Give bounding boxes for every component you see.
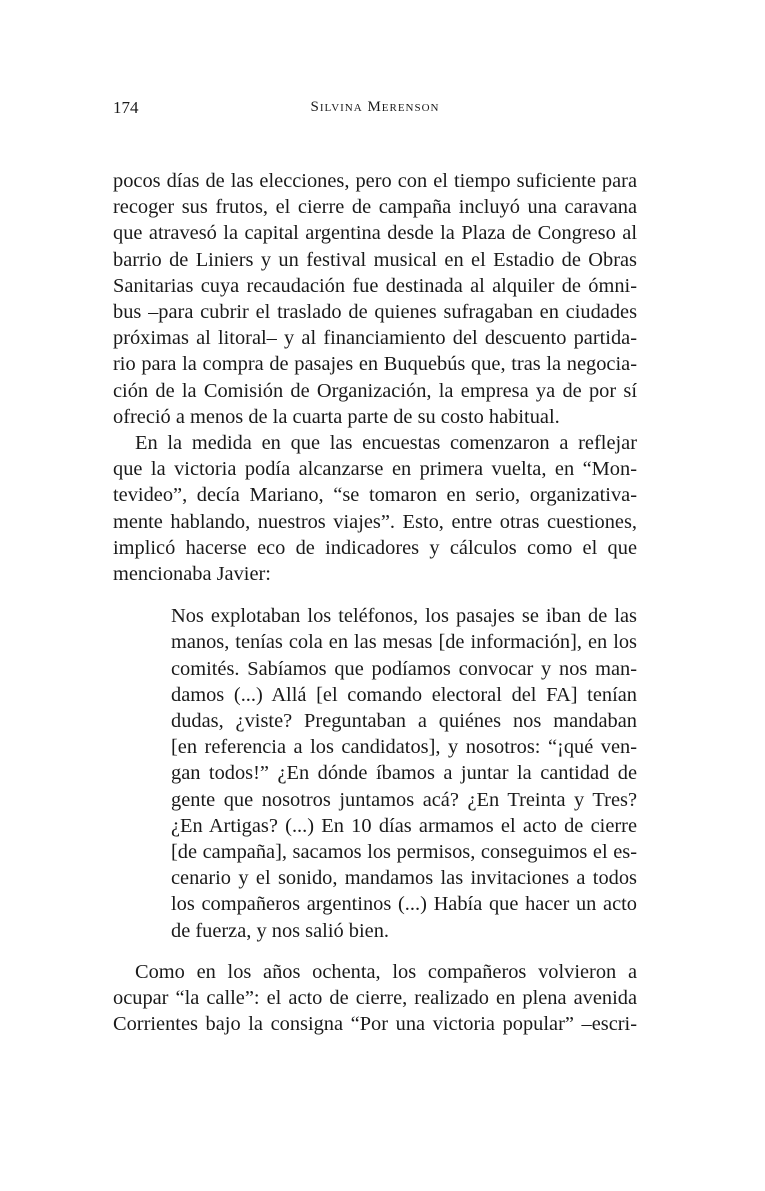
block-quote <box>171 603 637 944</box>
paragraph-1 <box>113 168 637 430</box>
text-line: ción de la Comisión de Organización, la empresa ya de por sí <box>113 379 637 402</box>
text-line: bus –para cubrir el traslado de quienes sufragaban en ciudades <box>113 301 637 324</box>
quote-line: gan todos!” ¿En dónde íbamos a juntar la cantidad de <box>171 762 637 785</box>
quote-line: los compañeros argentinos (...) Había que hacer un acto <box>171 893 637 916</box>
quote-line: damos (...) Allá [el comando electoral del FA] tenían <box>171 683 637 706</box>
body-text <box>113 168 637 1038</box>
text-line: mente hablando, nuestros viajes”. Esto, entre otras cuestiones, <box>113 510 637 533</box>
quote-line: [de campaña], sacamos los permisos, conseguimos el es- <box>171 841 637 864</box>
text-line: pocos días de las elecciones, pero con el tiempo suficiente para <box>113 170 637 192</box>
running-head <box>113 98 637 122</box>
quote-line: Nos explotaban los teléfonos, los pasajes se iban de las <box>171 605 637 628</box>
text-line: ofreció a menos de la cuarta parte de su costo habitual. <box>113 405 560 428</box>
text-line: Sanitarias cuya recaudación fue destinada al alquiler de ómni- <box>113 274 637 297</box>
page-number: 174 <box>113 98 139 117</box>
quote-line: de fuerza, y nos salió bien. <box>171 919 389 942</box>
text-line: Como en los años ochenta, los compañeros volvieron a <box>135 960 637 983</box>
text-line: que atravesó la capital argentina desde la Plaza de Congreso al <box>113 222 637 245</box>
quote-line: manos, tenías cola en las mesas [de información], en los <box>171 631 637 654</box>
running-title: Silvina Merenson <box>310 99 440 115</box>
text-line: En la medida en que las encuestas comenzaron a reflejar <box>135 432 637 455</box>
text-line: próximas al litoral– y al financiamiento del descuento partida- <box>113 327 637 350</box>
text-line: barrio de Liniers y un festival musical en el Estadio de Obras <box>113 248 637 271</box>
text-line: rio para la compra de pasajes en Buquebús que, tras la negocia- <box>113 353 637 376</box>
text-line: Corrientes bajo la consigna “Por una victoria popular” –escri- <box>113 1013 637 1036</box>
paragraph-3 <box>113 959 637 1038</box>
quote-line: comités. Sabíamos que podíamos convocar y nos man- <box>171 657 637 680</box>
text-line: que la victoria podía alcanzarse en primera vuelta, en “Mon- <box>113 458 637 481</box>
quote-line: dudas, ¿viste? Preguntaban a quiénes nos mandaban <box>171 710 637 733</box>
text-line: implicó hacerse eco de indicadores y cálculos como el que <box>113 536 637 559</box>
paragraph-2 <box>113 430 637 587</box>
quote-line: cenario y el sonido, mandamos las invitaciones a todos <box>171 867 637 890</box>
text-line: mencionaba Javier: <box>113 563 271 586</box>
text-line: tevideo”, decía Mariano, “se tomaron en serio, organizativa- <box>113 484 637 507</box>
quote-line: gente que nosotros juntamos acá? ¿En Treinta y Tres? <box>171 788 637 811</box>
quote-line: [en referencia a los candidatos], y nosotros: “¡qué ven- <box>171 736 637 759</box>
text-line: ocupar “la calle”: el acto de cierre, realizado en plena avenida <box>113 987 637 1010</box>
quote-line: ¿En Artigas? (...) En 10 días armamos el acto de cierre <box>171 814 637 837</box>
text-line: recoger sus frutos, el cierre de campaña incluyó una caravana <box>113 196 637 219</box>
